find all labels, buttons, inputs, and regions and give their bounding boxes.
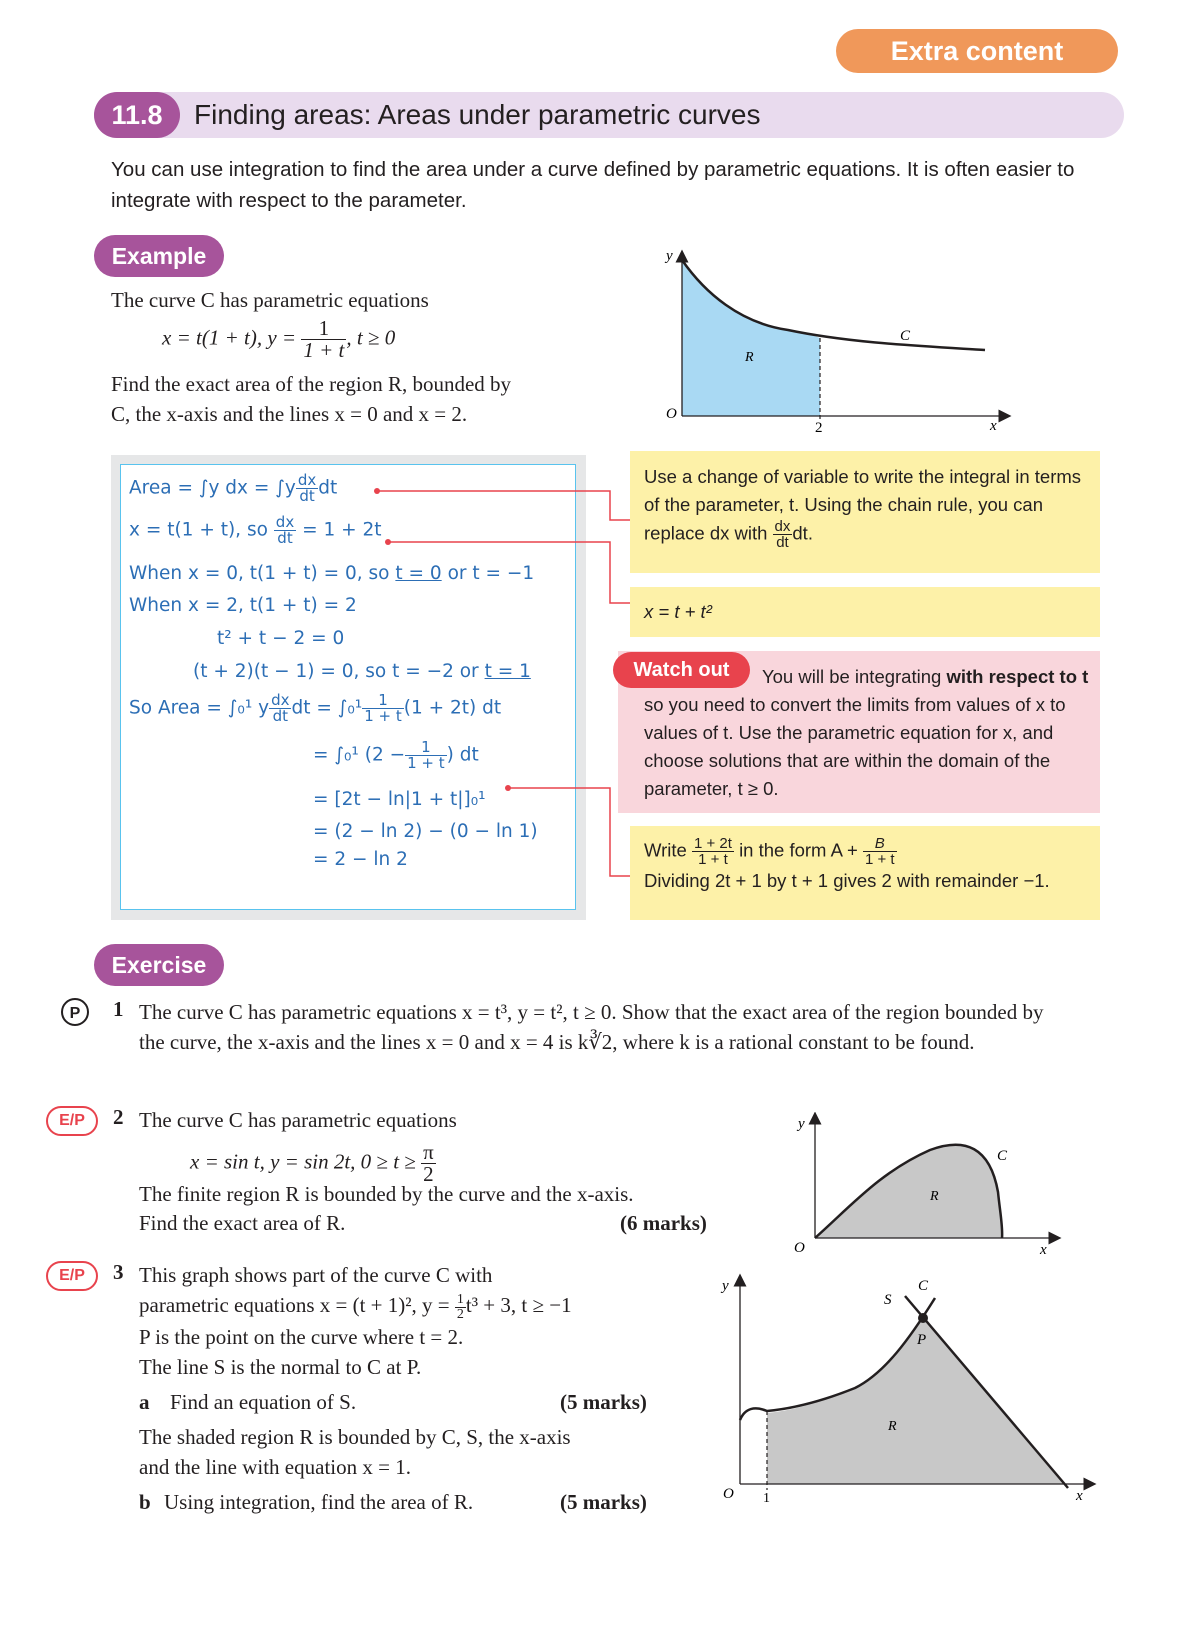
example-line-3: C, the x-axis and the lines x = 0 and x = 2. [111, 402, 468, 426]
x-axis-label: x [1040, 1242, 1047, 1258]
y-axis-label: y [666, 248, 673, 264]
y-axis-label: y [722, 1278, 729, 1294]
q3-part-b: Using integration, find the area of R. [164, 1490, 474, 1514]
q2-number: 2 [113, 1105, 124, 1129]
origin-label: O [666, 406, 677, 422]
q2-line-2: The finite region R is bounded by the curve and the x-axis. [139, 1182, 634, 1206]
exercise-label: Exercise [94, 944, 224, 986]
q2-line-3: Find the exact area of R. [139, 1211, 346, 1235]
origin-label: O [794, 1240, 805, 1256]
page-title: Finding areas: Areas under parametric curves [194, 99, 761, 130]
region-r-shading [815, 1145, 1002, 1238]
connector-lines [370, 470, 630, 880]
curve-label: C [997, 1148, 1008, 1164]
q2-line-1: The curve C has parametric equations [139, 1108, 457, 1132]
work-line-7: So Area = ∫₀¹ y $\frac{dx}{dt}$ dt = ∫₀¹ $\frac{1}{1 + t}$ (1 + 2t) dt [129, 691, 502, 725]
q3-part-a-marks: (5 marks) [560, 1390, 647, 1414]
region-r-shading [767, 1318, 1065, 1484]
q3-line-4: The line S is the normal to C at P. [139, 1355, 422, 1379]
graph-area-under-curve [660, 248, 1030, 438]
problem-solving-badge: P [61, 998, 89, 1026]
watch-out-label: Watch out [613, 652, 750, 688]
point-p [918, 1313, 928, 1323]
exam-practice-badge: E/P [46, 1261, 98, 1291]
exam-practice-badge: E/P [46, 1106, 98, 1136]
example-label: Example [94, 235, 224, 277]
q2-equation: x = sin t, y = sin 2t, 0 ≥ t ≥ $\frac{\pi}{2}$ [190, 1140, 434, 1186]
region-label: R [745, 350, 754, 365]
q3-line-5: The shaded region R is bounded by C, S, the x-axis [139, 1425, 571, 1449]
work-line-10: = (2 − ln 2) − (0 − ln 1) [313, 821, 538, 842]
work-line-1: Area = ∫y dx = ∫y $\frac{dx}{dt}$ dt [129, 471, 338, 505]
curve-label: C [900, 328, 911, 344]
work-line-5: t² + t − 2 = 0 [217, 628, 345, 649]
x-axis-label: x [990, 418, 997, 434]
tick-1-label: 1 [763, 1491, 770, 1506]
origin-label: O [723, 1486, 734, 1502]
work-line-6: (t + 2)(t − 1) = 0, so t = −2 or t = 1 [193, 661, 531, 682]
y-axis-label: y [798, 1116, 805, 1132]
q3-line-6: and the line with equation x = 1. [139, 1455, 411, 1479]
q3-part-a-label: a [139, 1390, 150, 1414]
q3-number: 3 [113, 1260, 124, 1284]
q3-part-b-marks: (5 marks) [560, 1490, 647, 1514]
work-line-11: = 2 − ln 2 [313, 849, 408, 870]
q3-line-1: This graph shows part of the curve C with [139, 1263, 493, 1287]
note-x-substitution: x = t + t² [630, 587, 1100, 637]
example-line-2: Find the exact area of the region R, bounded by [111, 372, 512, 396]
q3-part-a: Find an equation of S. [170, 1390, 357, 1414]
region-label: R [888, 1419, 897, 1434]
q3-part-b-label: b [139, 1490, 151, 1514]
work-line-8: = ∫₀¹ (2 − $\frac{1}{1 + t}$ ) dt [313, 738, 479, 772]
q1-text: The curve C has parametric equations x = t³, y = t², t ≥ 0. Show that the exact area of the region bounded by the curve, the x-axis and the lines x = 0 and x = 4 is k∛2, where k is a rational constant to be found. [139, 1000, 1044, 1054]
section-number: 11.8 [94, 92, 180, 138]
x-axis-label: x [1076, 1488, 1083, 1504]
extra-content-badge: Extra content [836, 29, 1118, 73]
point-label: P [917, 1332, 927, 1348]
q3-line-3: P is the point on the curve where t = 2. [139, 1325, 464, 1349]
note-change-of-variable: Use a change of variable to write the integral in terms of the parameter, t. Using the chain rule, you can replace dx with $\frac{dx}{dt}$ dt. [630, 451, 1100, 573]
watch-out-text: You will be integrating with respect to t so you need to convert the limits from values of x to values of t. Use the parametric equation for x, and choose solutions that are within the domain of the parameter, t ≥ 0. [644, 666, 1089, 799]
q1-number: 1 [113, 997, 124, 1021]
normal-label: S [884, 1292, 892, 1308]
q3-line-2: parametric equations x = (t + 1)², y = $\frac{1}{2}$ t³ + 3, t ≥ −1 [139, 1291, 572, 1322]
graph-sin-curve [790, 1112, 1080, 1260]
example-equation: x = t(1 + t), y = $\frac{1}{1 + t}$ , t ≥ 0 [162, 316, 396, 362]
intro-paragraph: You can use integration to find the area under a curve defined by parametric equations. It is often easier to integrate with respect to the parameter. [111, 158, 1075, 212]
curve-label: C [918, 1278, 929, 1294]
region-label: R [930, 1189, 939, 1204]
graph-normal-region [720, 1268, 1115, 1513]
work-line-3: When x = 0, t(1 + t) = 0, so t = 0 or t = −1 [129, 563, 535, 584]
work-line-4: When x = 2, t(1 + t) = 2 [129, 595, 357, 616]
q2-marks: (6 marks) [620, 1211, 707, 1235]
note-partial-fraction: Write $\frac{1 + 2t}{1 + t}$ in the form A + $\frac{B}{1 + t}$ Dividing 2t + 1 by t + 1 gives 2 with remainder −1. [630, 826, 1100, 920]
work-line-9: = [2t − ln|1 + t|]₀¹ [313, 789, 486, 810]
work-line-2: x = t(1 + t), so $\frac{dx}{dt}$ = 1 + 2t [129, 513, 382, 547]
tick-2-label: 2 [815, 420, 823, 436]
example-line-1: The curve C has parametric equations [111, 288, 429, 312]
